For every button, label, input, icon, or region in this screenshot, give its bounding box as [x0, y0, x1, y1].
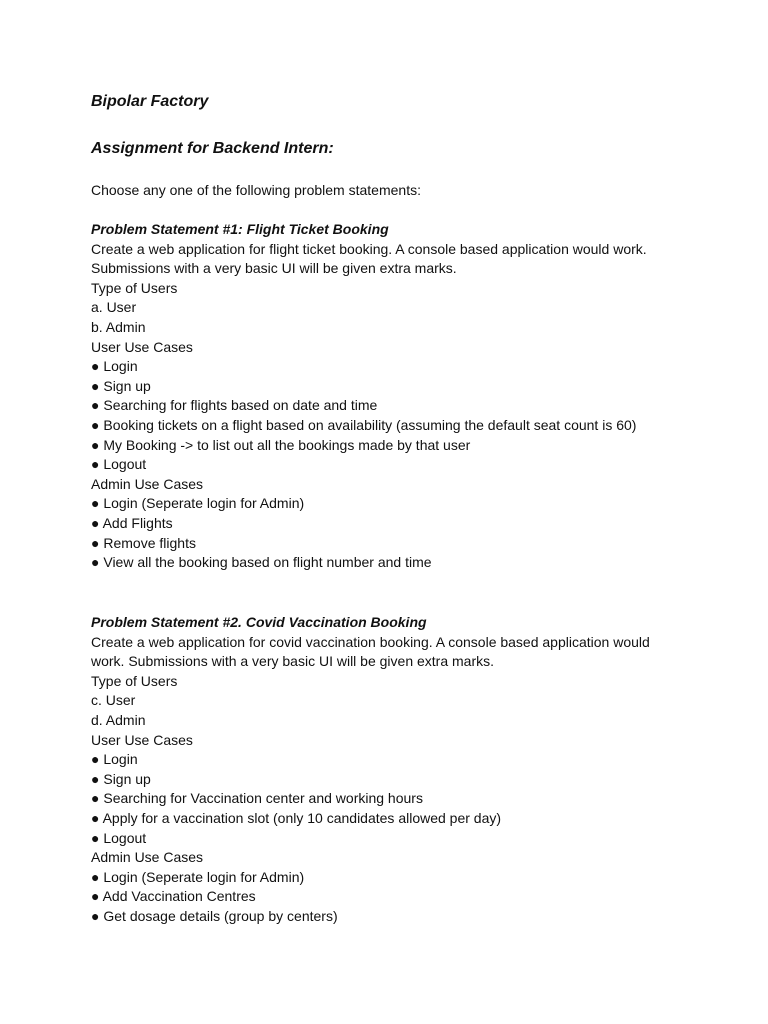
use-case-item [91, 396, 711, 416]
admin-case-item [91, 534, 711, 554]
use-case-text: Logout [103, 456, 147, 473]
admin-case-text: Remove flights [103, 534, 196, 551]
bullet-icon: ● [91, 907, 100, 924]
bullet-icon: ● [91, 888, 100, 905]
bullet-icon: ● [91, 495, 100, 512]
user-use-cases-label: User Use Cases [91, 731, 193, 748]
admin-case-text: Add Vaccination Centres [102, 888, 256, 905]
use-case-text: Booking tickets on a flight based on availability (assuming the default seat count is 60) [103, 416, 637, 433]
bullet-icon: ● [91, 514, 100, 531]
use-case-text: Sign up [103, 770, 151, 787]
bullet-icon: ● [91, 554, 100, 571]
admin-case-item [91, 553, 711, 573]
user-type-item: d. Admin [91, 711, 146, 728]
use-case-item [91, 750, 711, 770]
users-label: Type of Users [91, 672, 178, 689]
description-line: Create a web application for flight ticket booking. A console based application would work. [91, 240, 647, 257]
problem-statement-2 [91, 613, 711, 927]
bullet-icon: ● [91, 534, 100, 551]
use-case-item [91, 357, 711, 377]
bullet-icon: ● [91, 829, 100, 846]
admin-case-text: View all the booking based on flight number and time [103, 554, 432, 571]
bullet-icon: ● [91, 397, 100, 414]
user-type-item: a. User [91, 299, 137, 316]
use-case-text: My Booking -> to list out all the bookings made by that user [103, 436, 471, 453]
admin-case-item [91, 494, 711, 514]
bullet-icon: ● [91, 868, 100, 885]
use-case-text: Searching for flights based on date and time [103, 397, 378, 414]
problem-statement-1 [91, 220, 711, 573]
document-subtitle: Assignment for Backend Intern: [91, 140, 334, 157]
admin-case-text: Get dosage details (group by centers) [103, 907, 338, 924]
use-case-text: Searching for Vaccination center and working hours [103, 790, 423, 807]
bullet-icon: ● [91, 751, 100, 768]
use-case-item [91, 789, 711, 809]
document-title: Bipolar Factory [91, 93, 209, 110]
description-line: Create a web application for covid vaccination booking. A console based application would [91, 633, 650, 650]
admin-use-cases-label: Admin Use Cases [91, 849, 204, 866]
use-case-item [91, 829, 711, 849]
problem-statement-heading: Problem Statement #1: Flight Ticket Booking [91, 221, 389, 237]
bullet-icon: ● [91, 770, 100, 787]
admin-case-text: Login (Seperate login for Admin) [103, 868, 305, 885]
use-case-item [91, 436, 711, 456]
admin-case-text: Login (Seperate login for Admin) [103, 495, 305, 512]
use-case-item [91, 809, 711, 829]
problem-statement-heading: Problem Statement #2. Covid Vaccination Booking [91, 614, 427, 630]
description-line: work. Submissions with a very basic UI will be given extra marks. [91, 653, 495, 670]
use-case-item [91, 455, 711, 475]
use-case-text: Apply for a vaccination slot (only 10 candidates allowed per day) [102, 809, 502, 826]
use-case-item [91, 377, 711, 397]
bullet-icon: ● [91, 416, 100, 433]
users-label: Type of Users [91, 279, 178, 296]
use-case-text: Login [103, 751, 138, 768]
bullet-icon: ● [91, 809, 100, 826]
intro-text: Choose any one of the following problem statements: [91, 182, 421, 198]
description-line: Submissions with a very basic UI will be given extra marks. [91, 260, 457, 277]
admin-case-item [91, 514, 711, 534]
user-use-cases-label: User Use Cases [91, 338, 193, 355]
admin-case-item [91, 887, 711, 907]
bullet-icon: ● [91, 436, 100, 453]
use-case-item [91, 770, 711, 790]
admin-case-item [91, 868, 711, 888]
admin-use-cases-label: Admin Use Cases [91, 475, 204, 492]
admin-case-item [91, 907, 711, 927]
use-case-text: Login [103, 358, 138, 375]
bullet-icon: ● [91, 358, 100, 375]
admin-case-text: Add Flights [102, 514, 173, 531]
use-case-text: Logout [103, 829, 147, 846]
bullet-icon: ● [91, 790, 100, 807]
bullet-icon: ● [91, 377, 100, 394]
user-type-item: c. User [91, 692, 136, 709]
use-case-text: Sign up [103, 377, 151, 394]
bullet-icon: ● [91, 456, 100, 473]
user-type-item: b. Admin [91, 318, 146, 335]
use-case-item [91, 416, 711, 436]
